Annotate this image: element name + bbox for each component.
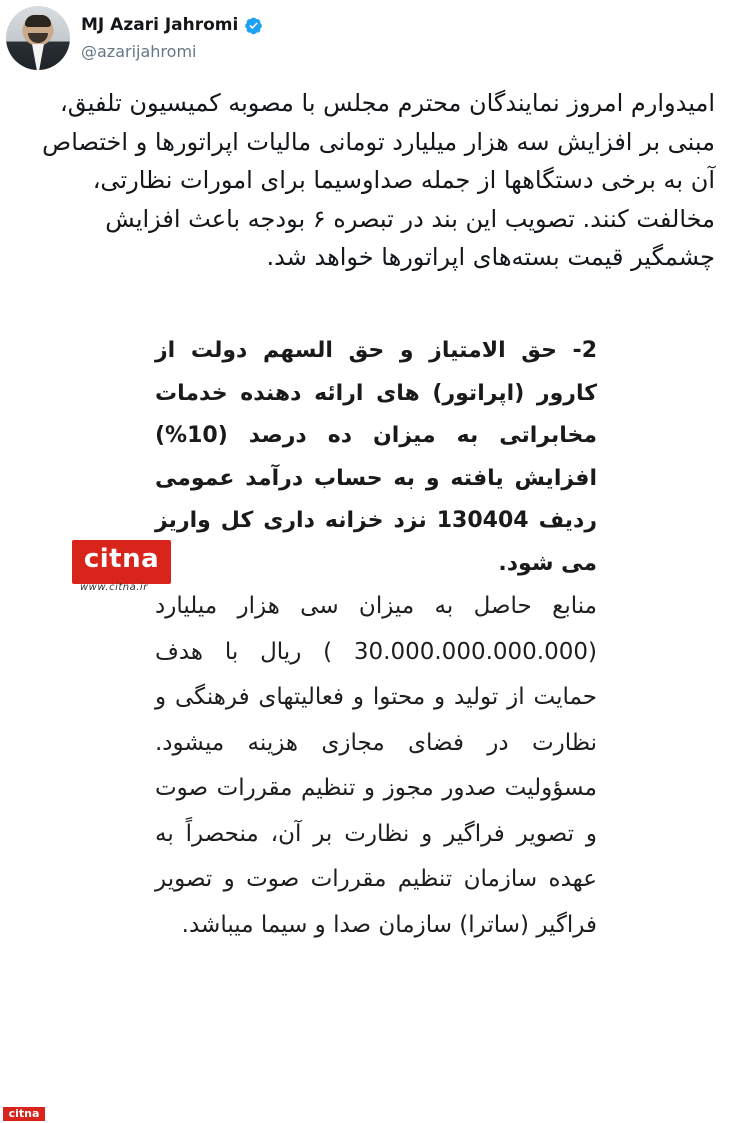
avatar[interactable] <box>6 6 70 70</box>
verified-badge-icon <box>244 16 263 35</box>
display-name[interactable]: MJ Azari Jahromi <box>81 15 239 35</box>
avatar-hair <box>25 15 51 27</box>
document-paragraph-text: منابع حاصل به میزان سی هزار میلیارد (30.000.000.000.000 ) ریال با هدف حمایت از تولید و محتوا و فعالیتهای فرهنگی و نظارت در فضای مجازی هزینه میشود. مسؤولیت صدور مجوز و تنظیم مقررات صوت و تصویر فراگیر و نظارت بر آن، منحصراً به عهده سازمان تنظیم مقررات صوت و تصویر فراگیر (ساترا) سازمان صدا و سیما میباشد. <box>155 593 597 938</box>
tweet-text: امیدوارم امروز نمایندگان محترم مجلس با مصوبه کمیسیون تلفیق، مبنی بر افزایش سه هزار میلیارد تومانی مالیات اپراتورها و اختصاص آن به برخی دستگاهها از جمله صداوسیما برای امورات نظارتی، مخالفت کنند. تصویب این بند در تبصره ۶ بودجه باعث افزایش چشمگیر قیمت بسته‌های اپراتورها خواهد شد. <box>42 89 715 271</box>
footer-logo-text: citna <box>8 1107 40 1120</box>
avatar-beard <box>28 33 48 43</box>
tweet-header <box>6 6 721 70</box>
citna-watermark-logo <box>72 540 171 584</box>
username-handle[interactable]: @azarijahromi <box>81 42 197 61</box>
footer-citna-logo <box>3 1107 45 1121</box>
document-clause-text: 2- حق الامتیاز و حق السهم دولت از کارور (اپراتور) های ارائه دهنده خدمات مخابراتی به میزان ده درصد (10%) افزایش یافته و به حساب درآمد عمومی ردیف 130404 نزد خزانه داری کل واریز می شود. <box>155 338 598 576</box>
citna-watermark-url: www.citna.ir <box>80 582 148 593</box>
avatar-shirt <box>32 44 44 70</box>
citna-logo-text: citna <box>83 544 160 574</box>
